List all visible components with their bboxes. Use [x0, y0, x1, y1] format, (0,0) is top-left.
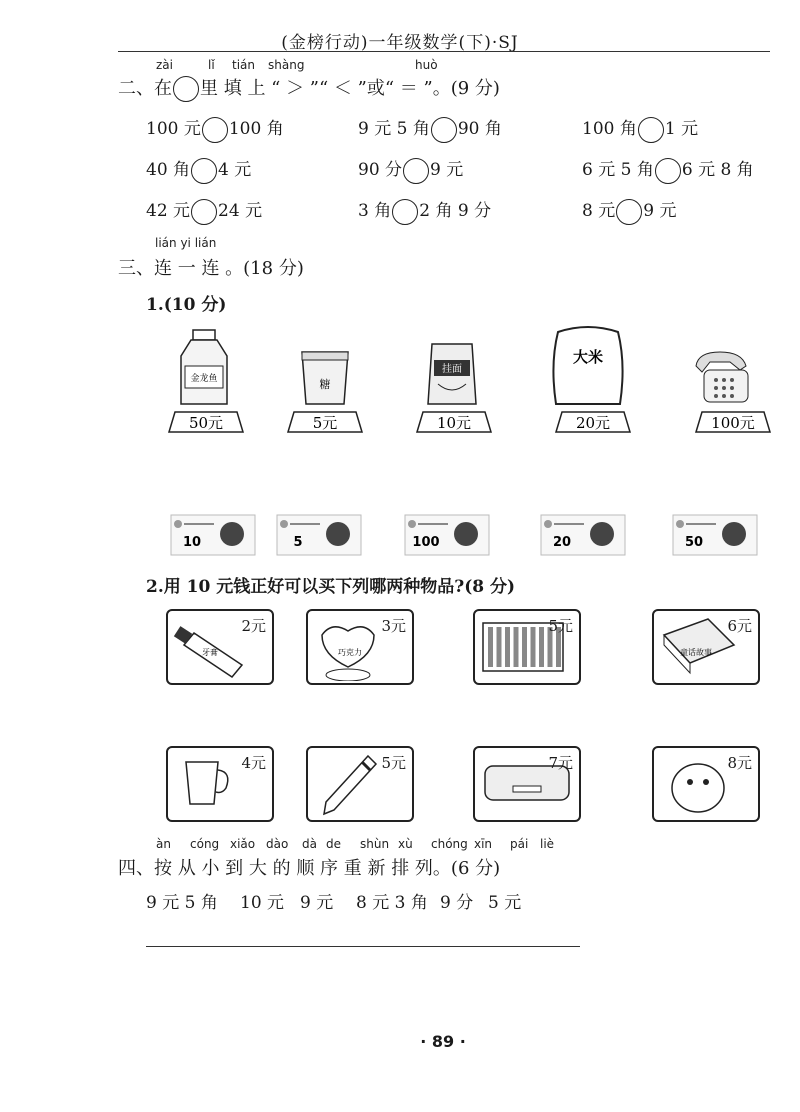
banknote-value: 20 [552, 535, 572, 550]
right-value: 9 元 [430, 160, 464, 180]
comparison-item [582, 114, 698, 143]
section-4-title: 四、按 从 小 到 大 的 顺 序 重 新 排 列。(6 分) [118, 858, 501, 879]
pinyin: chóng [431, 837, 468, 851]
pinyin: xiǎo [230, 837, 256, 851]
item-price: 7元 [548, 754, 573, 772]
banknote-value: 100 [412, 535, 440, 550]
rice-sack-icon [548, 324, 628, 410]
pinyin: lián yi lián [155, 236, 217, 250]
pinyin: de [326, 837, 341, 851]
crayons-card[interactable] [473, 609, 581, 685]
comparison-item [358, 196, 491, 225]
price-tag-label: 10元 [436, 414, 472, 432]
left-value: 8 元 [582, 201, 616, 221]
answer-circle-icon[interactable] [392, 199, 418, 225]
comparison-item [582, 155, 754, 184]
left-value: 100 角 [582, 119, 637, 139]
backpack-card[interactable] [652, 746, 760, 822]
price-tag-label: 20元 [575, 414, 611, 432]
answer-line[interactable] [146, 946, 580, 947]
pinyin: dào [266, 837, 289, 851]
pinyin: huò [415, 58, 438, 72]
price-tag [165, 410, 247, 434]
cup-card[interactable] [166, 746, 274, 822]
right-value: 100 角 [228, 119, 284, 139]
telephone-icon [690, 344, 754, 406]
banknote-100-icon[interactable] [404, 514, 490, 556]
section-2-title-b: 里 填 上 “ ＞ ”“ ＜ ”或“ ＝ ”。(9 分) [200, 78, 500, 99]
right-value: 9 元 [643, 201, 677, 221]
toothpaste-card[interactable] [166, 609, 274, 685]
left-value: 100 元 [146, 119, 201, 139]
chocolate-card[interactable] [306, 609, 414, 685]
item-label: 牙膏 [202, 648, 218, 657]
price-tag [692, 410, 774, 434]
pinyin: xīn [474, 837, 493, 851]
right-value: 90 角 [457, 119, 502, 139]
value-item: 9 分 [440, 893, 474, 913]
noodle-bag-icon [424, 340, 480, 408]
page-number: · 89 · [420, 1032, 466, 1051]
pencil-case-card[interactable] [473, 746, 581, 822]
price-tag [413, 410, 495, 434]
pinyin: zài [156, 58, 173, 72]
pinyin: tián [232, 58, 255, 72]
pinyin: liè [540, 837, 555, 851]
left-value: 6 元 5 角 [582, 160, 654, 180]
banknote-value: 50 [684, 535, 704, 550]
answer-circle-icon[interactable] [616, 199, 642, 225]
answer-circle-icon[interactable] [638, 117, 664, 143]
right-value: 1 元 [664, 119, 699, 139]
answer-circle-icon[interactable] [431, 117, 457, 143]
item-price: 8元 [727, 754, 752, 772]
comparison-item [358, 155, 463, 184]
noodle-brand-label: 挂面 [442, 364, 462, 375]
left-value: 40 角 [146, 160, 191, 180]
pinyin: lǐ [208, 58, 215, 72]
value-item: 10 元 [240, 893, 285, 913]
price-tag-label: 100元 [711, 414, 755, 432]
value-item: 9 元 5 角 [146, 893, 218, 913]
pinyin: shùn [360, 837, 390, 851]
pinyin: xù [398, 837, 413, 851]
value-item: 9 元 [300, 893, 334, 913]
answer-circle-icon[interactable] [202, 117, 228, 143]
comparison-item [146, 196, 262, 225]
right-value: 4 元 [218, 160, 252, 180]
left-value: 3 角 [358, 201, 392, 221]
question-1-label: 1.(10 分) [146, 295, 227, 315]
left-value: 9 元 5 角 [358, 119, 430, 139]
banknote-20-icon[interactable] [540, 514, 626, 556]
page-header: (金榜行动)一年级数学(下)·SJ [281, 33, 519, 53]
pinyin: cóng [190, 837, 220, 851]
item-price: 5元 [548, 617, 573, 635]
price-tag-label: 5元 [312, 414, 338, 432]
comparison-item [146, 114, 284, 143]
pinyin: pái [510, 837, 529, 851]
right-value: 24 元 [218, 201, 263, 221]
right-value: 6 元 8 角 [681, 160, 754, 180]
price-tag [284, 410, 366, 434]
item-price: 2元 [241, 617, 266, 635]
price-tag-label: 50元 [188, 414, 224, 432]
price-tag [552, 410, 634, 434]
comparison-item [146, 155, 251, 184]
item-price: 5元 [381, 754, 406, 772]
answer-circle-icon[interactable] [655, 158, 681, 184]
banknote-value: 10 [182, 535, 202, 550]
item-price: 6元 [727, 617, 752, 635]
storybook-card[interactable] [652, 609, 760, 685]
item-label: 巧克力 [338, 648, 362, 657]
pinyin: shàng [268, 58, 305, 72]
oil-bottle-icon [175, 328, 235, 408]
left-value: 42 元 [146, 201, 191, 221]
item-price: 3元 [381, 617, 406, 635]
candy-bag-icon [298, 348, 352, 408]
item-label: 童话故事 [680, 648, 712, 657]
item-price: 4元 [241, 754, 266, 772]
value-item: 5 元 [488, 893, 522, 913]
banknote-10-icon[interactable] [170, 514, 256, 556]
section-3-title: 三、连 一 连 。(18 分) [118, 258, 304, 279]
comparison-item [358, 114, 502, 143]
banknote-5-icon[interactable] [276, 514, 362, 556]
right-value: 2 角 9 分 [419, 201, 492, 221]
answer-circle-icon[interactable] [191, 199, 217, 225]
question-2-label: 2.用 10 元钱正好可以买下列哪两种物品?(8 分) [146, 577, 516, 597]
pen-card[interactable] [306, 746, 414, 822]
candy-brand-label: 糖 [319, 378, 331, 391]
value-item: 8 元 3 角 [356, 893, 428, 913]
banknote-50-icon[interactable] [672, 514, 758, 556]
rice-brand-label: 大米 [572, 348, 604, 366]
banknote-value: 5 [293, 535, 303, 550]
pinyin: dà [302, 837, 317, 851]
left-value: 90 分 [358, 160, 403, 180]
answer-circle-icon [173, 76, 199, 102]
section-2-title [118, 74, 500, 102]
answer-circle-icon[interactable] [191, 158, 217, 184]
answer-circle-icon[interactable] [403, 158, 429, 184]
oil-brand-label: 金龙鱼 [190, 374, 218, 384]
section-2-title-a: 二、在 [118, 78, 172, 99]
header-divider [118, 51, 770, 52]
pinyin: àn [156, 837, 171, 851]
comparison-item [582, 196, 676, 225]
